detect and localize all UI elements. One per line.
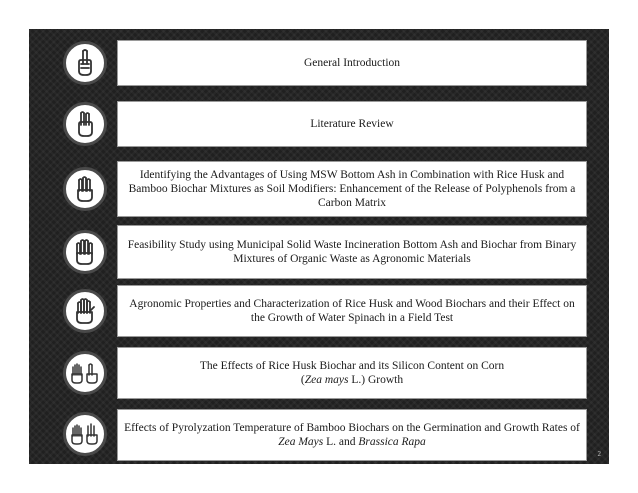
item-title-part: L.) Growth xyxy=(348,374,404,386)
item-title-italic: Zea Mays xyxy=(278,436,324,448)
item-title-italic: Zea mays xyxy=(304,374,349,386)
item-title: Literature Review xyxy=(310,118,394,130)
item-title: Agronomic Properties and Characterization of Rice Husk and Wood Biochars and their Effect on the Growth of Water Spinach in a Field Test xyxy=(129,298,575,324)
item-title: The Effects of Rice Husk Biochar and its Silicon Content on Corn (Zea mays L.) Growth xyxy=(199,360,505,386)
item-title-part: Effects of Pyrolyzation Temperature of Bamboo Biochars on the Germination and Growth Rates of xyxy=(124,422,580,434)
slide xyxy=(29,29,609,464)
hand-two-fingers-icon xyxy=(63,102,107,146)
item-feasibility-study xyxy=(117,225,587,279)
two-hands-six-fingers-icon xyxy=(63,351,107,395)
hand-one-finger-icon xyxy=(63,41,107,85)
hand-three-fingers-icon xyxy=(63,167,107,211)
item-title xyxy=(124,421,580,449)
item-agronomic-properties xyxy=(117,285,587,337)
item-title: General Introduction xyxy=(303,57,401,69)
hand-four-fingers-icon xyxy=(63,230,107,274)
item-title: Feasibility Study using Municipal Solid Waste Incineration Bottom Ash and Biochar from Binary Mixtures of Organic Waste as Agronomic Materials xyxy=(127,239,577,265)
item-title-part: The Effects of Rice Husk Biochar and its Silicon Content on Corn xyxy=(199,360,505,372)
item-title-italic: Brassica Rapa xyxy=(358,436,426,448)
item-msw-bottom-ash-advantages xyxy=(117,161,587,217)
item-pyrolyzation-temperature xyxy=(117,409,587,461)
hand-five-fingers-icon xyxy=(63,289,107,333)
item-title-part: L. and xyxy=(323,436,359,448)
item-rice-husk-silicon-corn xyxy=(117,347,587,399)
item-literature-review xyxy=(117,101,587,147)
item-general-introduction xyxy=(117,40,587,86)
two-hands-seven-fingers-icon xyxy=(63,412,107,456)
page-number: 2 xyxy=(597,450,601,458)
item-title: Identifying the Advantages of Using MSW Bottom Ash in Combination with Rice Husk and Bamboo Biochar Mixtures as Soil Modifiers: Enhancement of the Release of Polyphenols from a Carbon Matrix xyxy=(128,169,576,209)
